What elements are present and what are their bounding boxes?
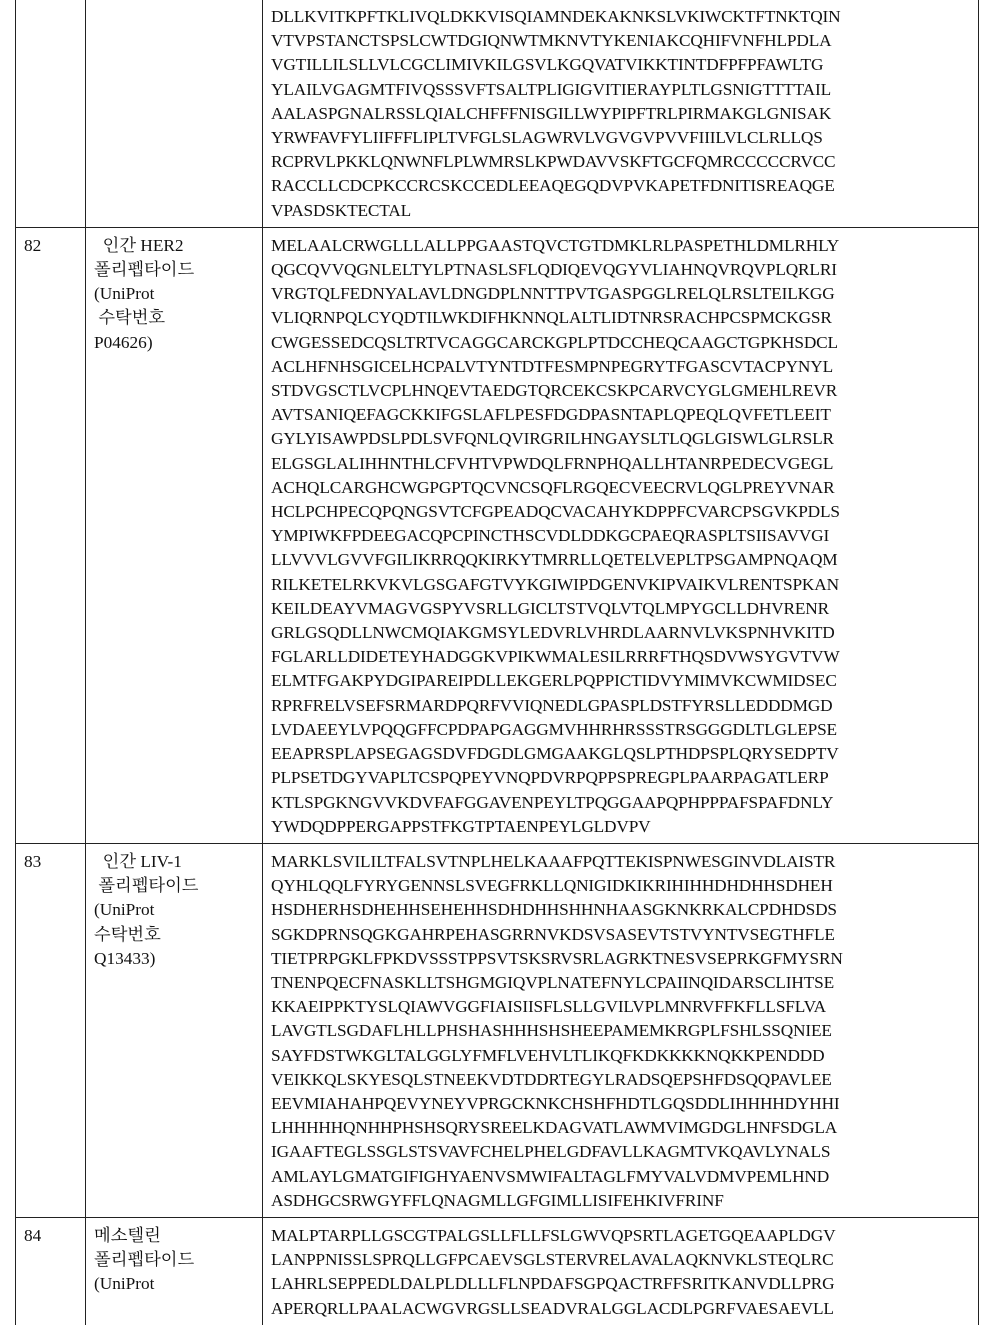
description-line: 인간 HER2 (94, 234, 262, 258)
sequence-line: AVTSANIQEFAGCKKIFGSLAFLPESFDGDPASNTAPLQPEQLQVFETLEEIT (271, 403, 978, 427)
sequence-line: LLVVVLGVVFGILIKRRQQKIRKYTMRRLLQETELVEPLTPSGAMPNQAQM (271, 548, 978, 572)
sequence-line: MALPTARPLLGSCGTPALGSLLFLLFSLGWVQPSRTLAGETGQEAAPLDGV (271, 1224, 978, 1248)
sequence-line: MARKLSVILILTFALSVTNPLHELKAAAFPQTTEKISPNWESGINVDLAISTR (271, 850, 978, 874)
description-line: 폴리펩타이드 (94, 1248, 262, 1272)
sequence-line: KEILDEAYVMAGVGSPYVSRLLGICLTSTVQLVTQLMPYGCLLDHVRENR (271, 597, 978, 621)
table-row (16, 0, 979, 227)
sequence-line: TIETPRPGKLFPKDVSSSTPPSVTSKSRVSRLAGRKTNESVSEPRKGFMYSRN (271, 947, 978, 971)
sequence-line: YWDQDPPERGAPPSTFKGTPTAENPEYLGLDVPV (271, 815, 978, 839)
description-line: P04626) (94, 331, 262, 355)
sequence-line: IGAAFTEGLSSGLSTSVAVFCHELPHELGDFAVLLKAGMTVKQAVLYNALS (271, 1140, 978, 1164)
sequence-line: LHHHHHQNHHPHSHSQRYSREELKDAGVATLAWMVIMGDGLHNFSDGLA (271, 1116, 978, 1140)
sequence-line: LAHRLSEPPEDLDALPLDLLLFLNPDAFSGPQACTRFFSRITKANVDLLPRG (271, 1272, 978, 1296)
description-line: 수탁번호 (94, 923, 262, 947)
description-line: 인간 LIV-1 (94, 850, 262, 874)
sequence-line: APERQRLLPAALACWGVRGSLLSEADVRALGGLACDLPGRFVAESAEVLL (271, 1297, 978, 1321)
sequence-cell (263, 843, 979, 1217)
sequence-line: HSDHERHSDHEHHSEHEHHSDHDHHSHHNHAASGKNKRKALCPDHDSDS (271, 898, 978, 922)
description-line: Q13433) (94, 947, 262, 971)
sequence-line: AMLAYLGMATGIFIGHYAENVSMWIFALTAGLFMYVALVDMVPEMLHND (271, 1165, 978, 1189)
sequence-line: MELAALCRWGLLLALLPPGAASTQVCTGTDMKLRLPASPETHLDMLRHLY (271, 234, 978, 258)
sequence-line: YLAILVGAGMTFIVQSSSVFTSALTPLIGIGVITIERAYPLTLGSNIGTTTTAIL (271, 78, 978, 102)
sequence-line: EEVMIAHAHPQEVYNEYVPRGCKNKCHSHFHDTLGQSDDLIHHHHDYHHI (271, 1092, 978, 1116)
sequence-number-cell: 84 (16, 1217, 86, 1324)
sequence-line: STDVGSCTLVCPLHNQEVTAEDGTQRCEKCSKPCARVCYGLGMEHLREVR (271, 379, 978, 403)
sequence-line: VLIQRNPQLCYQDTILWKDIFHKNNQLALTLIDTNRSRACHPCSPMCKGSR (271, 306, 978, 330)
table-row (16, 1217, 979, 1324)
sequence-line: SGKDPRNSQGKGAHRPEHASGRRNVKDSVSASEVTSTVYNTVSEGTHFLE (271, 923, 978, 947)
sequence-line: LVDAEEYLVPQQGFFCPDPAPGAGGMVHHRHRSSSTRSGGGDLTLGLEPSE (271, 718, 978, 742)
sequence-line: SAYFDSTWKGLTALGGLYFMFLVEHVLTLIKQFKDKKKKNQKKPENDDD (271, 1044, 978, 1068)
sequence-cell (263, 0, 979, 227)
sequence-line: KKAEIPPKTYSLQIAWVGGFIAISIISFLSLLGVILVPLMNRVFFKFLLSFLVA (271, 995, 978, 1019)
description-line: 메소텔린 (94, 1224, 262, 1248)
sequence-line: RILKETELRKVKVLGSGAFGTVYKGIWIPDGENVKIPVAIKVLRENTSPKAN (271, 573, 978, 597)
description-cell (86, 227, 263, 843)
sequence-line: ACHQLCARGHCWGPGPTQCVNCSQFLRGQECVEECRVLQGLPREYVNAR (271, 476, 978, 500)
sequence-line: ELGSGLALIHHNTHLCFVHTVPWDQLFRNPHQALLHTANRPEDECVGEGL (271, 452, 978, 476)
table-row (16, 227, 979, 843)
sequence-line: AALASPGNALRSSLQIALCHFFFNISGILLWYPIPFTRLPIRMAKGLGNISAK (271, 102, 978, 126)
description-line: (UniProt (94, 1272, 262, 1296)
sequence-line: KTLSPGKNGVVKDVFAFGGAVENPEYLTPQGGAAPQPHPPPAFSPAFDNLY (271, 791, 978, 815)
sequence-line: VTVPSTANCTSPSLCWTDGIQNWTMKNVTYKENIAKCQHIFVNFHLPDLA (271, 29, 978, 53)
sequence-line: GRLGSQDLLNWCMQIAKGMSYLEDVRLVHRDLAARNVLVKSPNHVKITD (271, 621, 978, 645)
sequence-line: TNENPQECFNASKLLTSHGMGIQVPLNATEFNYLCPAIINQIDARSCLIHTSE (271, 971, 978, 995)
sequence-number-cell: 83 (16, 843, 86, 1217)
sequence-line: LAVGTLSGDAFLHLLPHSHASHHHSHSHEEPAMEMKRGPLFSHLSSQNIEE (271, 1019, 978, 1043)
description-cell (86, 0, 263, 227)
description-cell (86, 1217, 263, 1324)
sequence-line: VEIKKQLSKYESQLSTNEEKVDTDDRTEGYLRADSQEPSHFDSQQPAVLEE (271, 1068, 978, 1092)
description-line: 수탁번호 (94, 306, 262, 330)
sequence-line: YMPIWKFPDEEGACQPCPINCTHSCVDLDDKGCPAEQRASPLTSIISAVVGI (271, 524, 978, 548)
sequence-line: CWGESSEDCQSLTRTVCAGGCARCKGPLPTDCCHEQCAAGCTGPKHSDCL (271, 331, 978, 355)
sequence-number-cell (16, 0, 86, 227)
sequence-cell (263, 227, 979, 843)
sequence-line: RPRFRELVSEFSRMARDPQRFVVIQNEDLGPASPLDSTFYRSLLEDDDMGD (271, 694, 978, 718)
sequence-line: VPASDSKTECTAL (271, 199, 978, 223)
sequence-line: HCLPCHPECQPQNGSVTCFGPEADQCVACAHYKDPPFCVARCPSGVKPDLS (271, 500, 978, 524)
table-row (16, 843, 979, 1217)
sequence-table (15, 0, 979, 1325)
sequence-line: GYLYISAWPDSLPDLSVFQNLQVIRGRILHNGAYSLTLQGLGISWLGLRSLR (271, 427, 978, 451)
sequence-line: FGLARLLDIDETEYHADGGKVPIKWMALESILRRRFTHQSDVWSYGVTVW (271, 645, 978, 669)
sequence-line: VGTILLILSLLVLCGCLIMIVKILGSVLKGQVATVIKKTINTDFPFPFAWLTG (271, 53, 978, 77)
sequence-line: PLPSETDGYVAPLTCSPQPEYVNQPDVRPQPPSPREGPLPAARPAGATLERP (271, 766, 978, 790)
sequence-line: DLLKVITKPFTKLIVQLDKKVISQIAMNDEKAKNKSLVKIWCKTFTNKTQIN (271, 5, 978, 29)
sequence-line: EEAPRSPLAPSEGAGSDVFDGDLGMGAAKGLQSLPTHDPSPLQRYSEDPTV (271, 742, 978, 766)
sequence-line: RACCLLCDCPKCCRCSKCCEDLEEAQEGQDVPVKAPETFDNITISREAQGE (271, 174, 978, 198)
sequence-line: RCPRVLPKKLQNWNFLPLWMRSLKPWDAVVSKFTGCFQMRCCCCCRVCC (271, 150, 978, 174)
sequence-line: ASDHGCSRWGYFFLQNAGMLLGFGIMLLISIFEHKIVFRINF (271, 1189, 978, 1213)
sequence-line: LANPPNISSLSPRQLLGFPCAEVSGLSTERVRELAVALAQKNVKLSTEQLRC (271, 1248, 978, 1272)
description-line: (UniProt (94, 898, 262, 922)
sequence-line: YRWFAVFYLIIFFFLIPLTVFGLSLAGWRVLVGVGVPVVFIIILVLCLRLLQS (271, 126, 978, 150)
sequence-line: QYHLQQLFYRYGENNSLSVEGFRKLLQNIGIDKIKRIHIHHDHDHHSDHEH (271, 874, 978, 898)
sequence-line: ELMTFGAKPYDGIPAREIPDLLEKGERLPQPPICTIDVYMIMVKCWMIDSEC (271, 669, 978, 693)
description-line: 폴리펩타이드 (94, 258, 262, 282)
sequence-cell (263, 1217, 979, 1324)
description-line: (UniProt (94, 282, 262, 306)
description-line: 폴리펩타이드 (94, 874, 262, 898)
sequence-line: VRGTQLFEDNYALAVLDNGDPLNNTTPVTGASPGGLRELQLRSLTEILKGG (271, 282, 978, 306)
description-cell (86, 843, 263, 1217)
sequence-line: ACLHFNHSGICELHCPALVTYNTDTFESMPNPEGRYTFGASCVTACPYNYL (271, 355, 978, 379)
sequence-line: QGCQVVQGNLELTYLPTNASLSFLQDIQEVQGYVLIAHNQVRQVPLQRLRI (271, 258, 978, 282)
sequence-number-cell: 82 (16, 227, 86, 843)
